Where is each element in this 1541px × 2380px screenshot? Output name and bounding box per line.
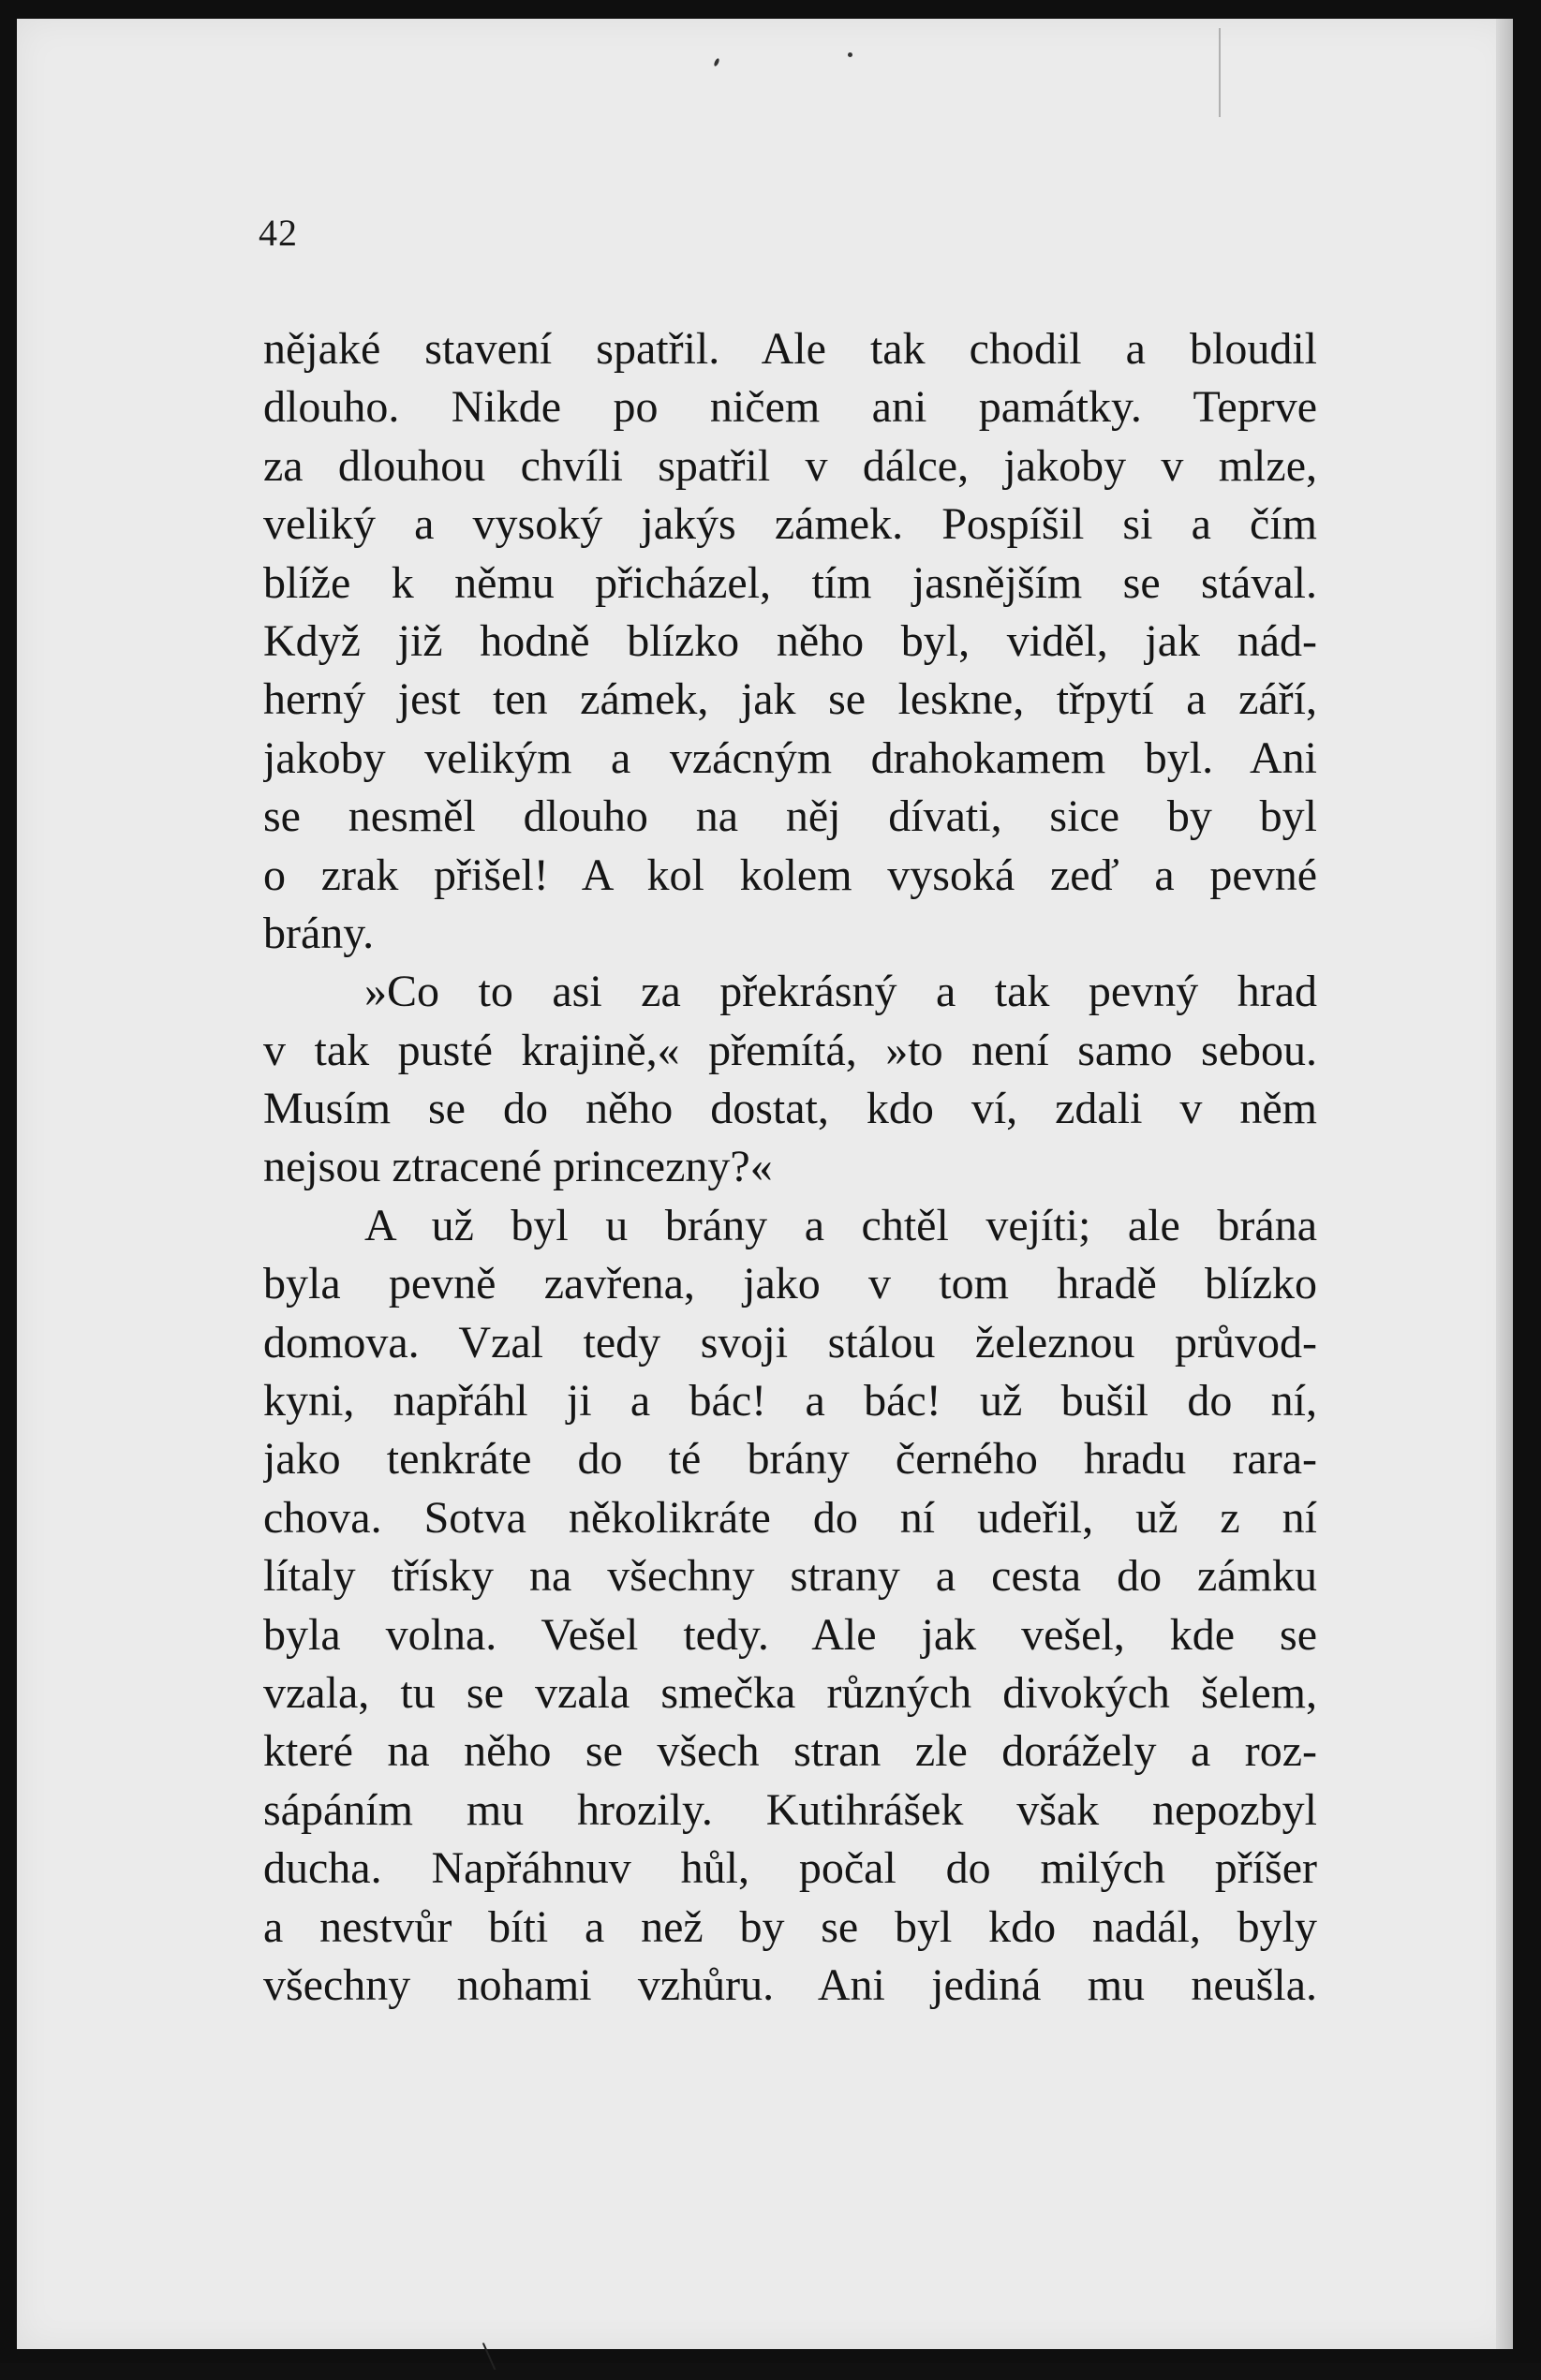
- text-line: veliký a vysoký jakýs zámek. Pospíšil si a čím: [263, 499, 1317, 550]
- text-line: vzala, tu se vzala smečka různých divokých šelem,: [263, 1667, 1317, 1718]
- text-line: se nesměl dlouho na něj dívati, sice by byl: [263, 791, 1317, 842]
- text-line: herný jest ten zámek, jak se leskne, třpytí a září,: [263, 674, 1317, 725]
- text-line: jako tenkráte do té brány černého hradu rara-: [263, 1434, 1317, 1485]
- text-line: brány.: [263, 908, 375, 958]
- text-line: byla volna. Vešel tedy. Ale jak vešel, kde se: [263, 1609, 1317, 1660]
- text-line: byla pevně zavřena, jako v tom hradě blízko: [263, 1259, 1317, 1309]
- text-line: v tak pusté krajině,« přemítá, »to není samo sebou.: [263, 1025, 1317, 1075]
- stray-pen-mark: \: [481, 2332, 497, 2380]
- text-line: nějaké stavení spatřil. Ale tak chodil a bloudil: [263, 324, 1317, 374]
- text-line: jakoby velikým a vzácným drahokamem byl. Ani: [263, 732, 1317, 783]
- text-line: Musím se do něho dostat, kdo ví, zdali v něm: [263, 1084, 1317, 1134]
- text-line: Když již hodně blízko něho byl, viděl, jak nád-: [263, 615, 1317, 666]
- text-line: »Co to asi za překrásný a tak pevný hrad: [364, 967, 1317, 1017]
- body-text: [263, 320, 1317, 2015]
- text-line: o zrak přišel! A kol kolem vysoká zeď a pevné: [263, 850, 1317, 900]
- text-line: sápáním mu hrozily. Kutihrášek však nepozbyl: [263, 1784, 1317, 1835]
- page-crease: [1219, 28, 1221, 117]
- text-line: A už byl u brány a chtěl vejíti; ale brána: [364, 1200, 1317, 1250]
- text-line: dlouho. Nikde po ničem ani památky. Teprve: [263, 382, 1317, 433]
- text-line: nejsou ztracené princezny?«: [263, 1142, 773, 1192]
- text-line: domova. Vzal tedy svoji stálou železnou průvod-: [263, 1317, 1317, 1367]
- text-line: ducha. Napřáhnuv hůl, počal do milých příšer: [263, 1843, 1317, 1894]
- text-line: kyni, napřáhl ji a bác! a bác! už bušil do ní,: [263, 1376, 1317, 1427]
- page-number: 42: [259, 212, 298, 254]
- text-line: všechny nohami vzhůru. Ani jediná mu neušla.: [263, 1959, 1317, 2010]
- text-line: a nestvůr bíti a než by se byl kdo nadál, byly: [263, 1901, 1317, 1952]
- dust-speck: [713, 58, 719, 67]
- text-line: za dlouhou chvíli spatřil v dálce, jakoby v mlze,: [263, 440, 1317, 491]
- page-edge-shadow: [1496, 19, 1513, 2349]
- dust-speck: [848, 52, 852, 57]
- text-line: které na něho se všech stran zle dorážely a roz-: [263, 1726, 1317, 1777]
- text-line: lítaly třísky na všechny strany a cesta do zámku: [263, 1551, 1317, 1602]
- text-line: blíže k němu přicházel, tím jasnějším se stával.: [263, 557, 1317, 608]
- text-line: chova. Sotva několikráte do ní udeřil, už z ní: [263, 1492, 1317, 1543]
- book-page: [17, 19, 1513, 2380]
